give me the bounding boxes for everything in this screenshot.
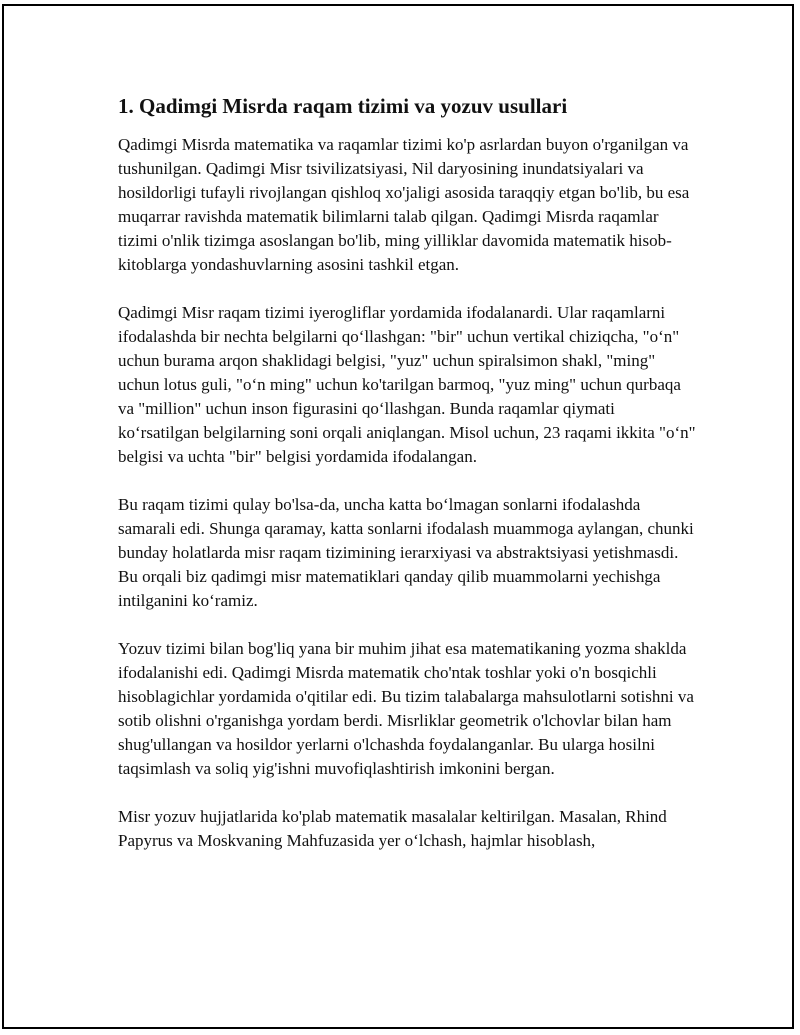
paragraph-4: Yozuv tizimi bilan bog'liq yana bir muhim jihat esa matematikaning yozma shaklda ifodalanishi edi. Qadimgi Misrda matematik cho'ntak toshlar yoki o'n bosqichli hisoblagichlar yordamida o'qitilar edi. Bu tizim talabalarga mahsulotlarni sotishni va sotib olishni o'rganishga yordam berdi. Misrliklar geometrik o'lchovlar bilan ham shug'ullangan va hosildor yerlarni o'lchashda foydalanganlar. Bu ularga hosilni taqsimlash va soliq yig'ishni muvofiqlashtirish imkonini bergan.: [118, 639, 694, 778]
paragraph-2: Qadimgi Misr raqam tizimi iyerogliflar yordamida ifodalanardi. Ular raqamlarni ifodalashda bir nechta belgilarni qo‘llashgan: "bir" uchun vertikal chiziqcha, "o‘n" uchun burama arqon shaklidagi belgisi, "yuz" uchun spiralsimon shakl, "ming" uchun lotus guli, "o‘n ming" uchun ko'tarilgan barmoq, "yuz ming" uchun qurbaqa va "million" uchun inson figurasini qo‘llashgan. Bunda raqamlar qiymati ko‘rsatilgan belgilarning soni orqali aniqlangan. Misol uchun, 23 raqami ikkita "o‘n" belgisi va uchta "bir" belgisi yordamida ifodalangan.: [118, 303, 696, 466]
paragraph-3: Bu raqam tizimi qulay bo'lsa-da, uncha katta bo‘lmagan sonlarni ifodalashda samarali edi. Shunga qaramay, katta sonlarni ifodalash muammoga aylangan, chunki bunday holatlarda misr raqam tizimining ierarxiyasi va abstraktsiyasi yetishmasdi. Bu orqali biz qadimgi misr matematiklari qanday qilib muammolarni yechishga intilganini ko‘ramiz.: [118, 495, 694, 610]
paragraph-5: Misr yozuv hujjatlarida ko'plab matematik masalalar keltirilgan. Masalan, Rhind Papyrus va Moskvaning Mahfuzasida yer o‘lchash, hajmlar hisoblash,: [118, 807, 667, 850]
document-body: [118, 92, 698, 877]
section-heading: 1. Qadimgi Misrda raqam tizimi va yozuv usullari: [118, 94, 568, 118]
paragraph-1: Qadimgi Misrda matematika va raqamlar tizimi ko'p asrlardan buyon o'rganilgan va tushunilgan. Qadimgi Misr tsivilizatsiyasi, Nil daryosining inundatsiyalari va hosildorligi tufayli rivojlangan qishloq xo'jaligi asosida taraqqiy etgan bo'lib, bu esa muqarrar ravishda matematik bilimlarni talab qilgan. Qadimgi Misrda raqamlar tizimi o'nlik tizimga asoslangan bo'lib, ming yilliklar davomida matematik hisob-kitoblarga yondashuvlarning asosini tashkil etgan.: [118, 135, 690, 274]
